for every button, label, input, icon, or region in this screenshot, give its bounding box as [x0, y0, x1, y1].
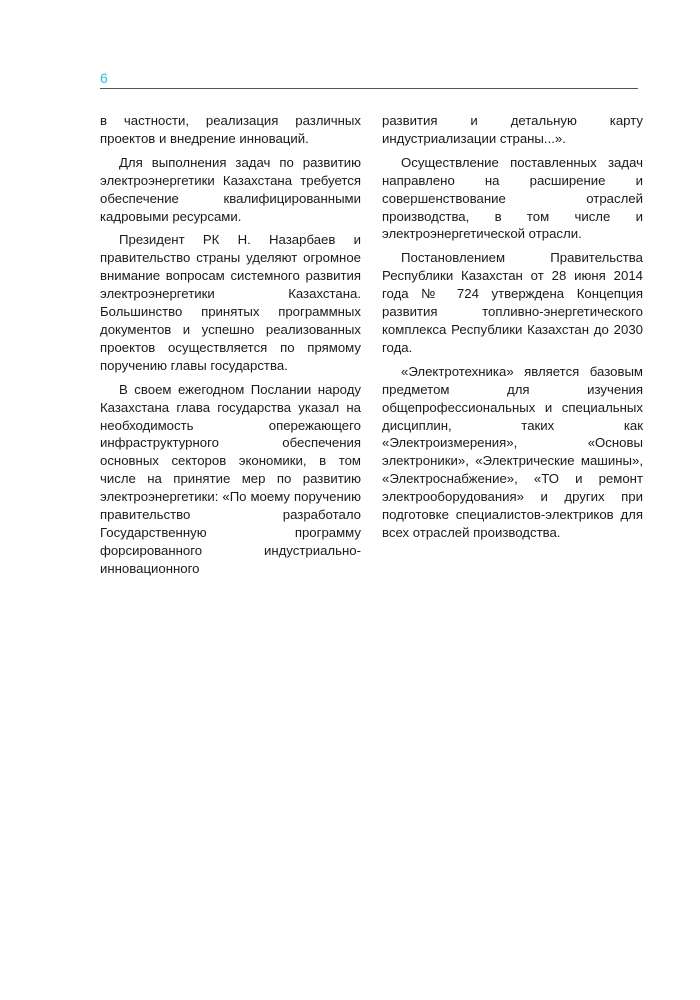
- left-paragraph-2: Для выполнения задач по развитию электроэнергетики Казахстана требуется обеспечение квалифицированными кадровыми ресурсами.: [100, 154, 361, 224]
- right-paragraph-2: Осуществление поставленных задач направлено на расширение и совершенствование отраслей производства, в том числе и электроэнергетической отрасли.: [382, 154, 643, 242]
- left-paragraph-3: Президент РК Н. Назарбаев и правительство страны уделяют огромное внимание вопросам системного развития электроэнергетики Казахстана. Большинство принятых программных документов и успешно реализованных проектов осуществляется по прямому поручению главы государства.: [100, 232, 361, 373]
- right-paragraph-4: «Электротехника» является базовым предметом для изучения общепрофессиональных и специальных дисциплин, таких как «Электроизмерения», «Основы электроники», «Электрические машины», «Электроснабжение», «ТО и ремонт электрооборудования» и других при подготовке специалистов-электриков для всех отраслей производства.: [382, 363, 643, 540]
- left-paragraph-4: В своем ежегодном Послании народу Казахстана глава государства указал на необходимость опережающего инфраструктурного обеспечения основных секторов экономики, в том числе на принятие мер по развитию электроэнергетики: «По моему поручению правительство разработало Государственную программу форсированного индустриально-инновационного: [100, 381, 361, 576]
- page-number: 6: [100, 70, 108, 86]
- header-rule: [100, 88, 638, 89]
- right-paragraph-1: развития и детальную карту индустриализации страны...».: [382, 113, 643, 146]
- left-text-column: [100, 112, 361, 584]
- left-paragraph-1: в частности, реализация различных проектов и внедрение инноваций.: [100, 113, 361, 146]
- right-paragraph-3: Постановлением Правительства Республики Казахстан от 28 июня 2014 года № 724 утверждена Концепция развития топливно-энергетического комплекса Республики Казахстан до 2030 года.: [382, 250, 643, 355]
- right-text-column: [382, 112, 643, 548]
